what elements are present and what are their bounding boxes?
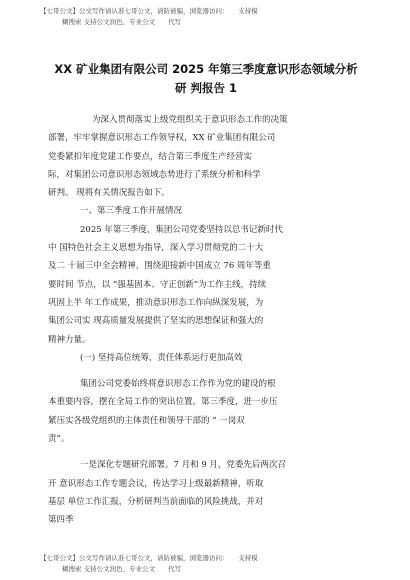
title-line-1: XX 矿业集团有限公司 2025 年第三季度意识形态领域分析 [54, 62, 358, 76]
header-line-1: 【七哥公文】公文写作请认准七哥公文，请防被骗，浏览器访问： 支持模 [40, 7, 258, 15]
section-heading: 一、第三季度工作开展情况 [80, 206, 183, 217]
paragraph-line: 一是深化专题研究部署。7 月和 9 月，党委先后两次召 [80, 460, 286, 471]
title-line-2: 研 判报告 1 [174, 81, 237, 95]
footer-line-1: 【七哥公文】公文写作请认准七哥公文，请防被骗，浏览器访问： 支持模 [40, 554, 258, 562]
paragraph-line: 党委紧扣年度党建工作要点，结合第三季度生产经营实 [48, 151, 253, 162]
paragraph-line: 巩固上半 年工作成果，推动意识形态工作向纵深发展，为 [48, 297, 264, 308]
page-footer [40, 553, 380, 575]
paragraph-line: 精神力量。 [48, 334, 91, 345]
paragraph-line: 部署，牢牢掌握意识形态工作领导权，XX 矿业集团有限公司 [48, 133, 276, 144]
document-title [40, 60, 372, 98]
paragraph-line: 研判。 现将有关情况报告如下。 [48, 188, 170, 199]
footer-line-2: 糊搜索 支持公文润色、专业公文 代写 [62, 565, 182, 573]
header-line-2: 糊搜索 支持公文润色、专业公文 代写 [62, 18, 182, 26]
paragraph-line: 集团公司实 现高质量发展提供了坚实的思想保证和强大的 [48, 316, 264, 327]
paragraph-line: 责”。 [48, 434, 70, 445]
paragraph-line: 及二 十届三中全会精神，围绕迎接新中国成立 76 周年等重 [48, 261, 271, 272]
page-header [40, 6, 380, 28]
paragraph-line: 要时间 节点，以 “强基固本、守正创新”为工作主线，持续 [48, 279, 267, 290]
paragraph-line: 开 意识形态工作专题会议，传达学习上级最新精神，听取 [48, 478, 264, 489]
paragraph-line: 际，对集团公司意识形态领域态势进行了系统分析和科学 [48, 169, 261, 180]
paragraph-line: 2025 年第三季度，集团公司党委坚持以总书记新时代 [80, 224, 283, 235]
paragraph-line: 第四季 [48, 515, 74, 526]
paragraph-line: 为深入贯彻落实上级党组织关于意识形态工作的决策 [92, 115, 288, 125]
subsection-heading: (一) 坚持高位统筹，责任体系运行更加高效 [80, 352, 243, 363]
paragraph-line: 紧压实各级党组织的主体责任和领导干部的 “ 一岗双 [48, 415, 245, 426]
paragraph-line: 集团公司党委始终将意识形态工作作为党的建设的根 [80, 379, 276, 390]
paragraph-line: 本重要内容，摆在全局工作的突出位置。第三季度，进一步压 [48, 397, 278, 408]
paragraph-line: 中 国特色社会主义思想为指导，深入学习贯彻党的二十大 [48, 243, 264, 254]
document-body [48, 111, 372, 530]
paragraph-line: 基层 单位工作汇报，分析研判当前面临的风险挑战，并对 [48, 496, 264, 507]
